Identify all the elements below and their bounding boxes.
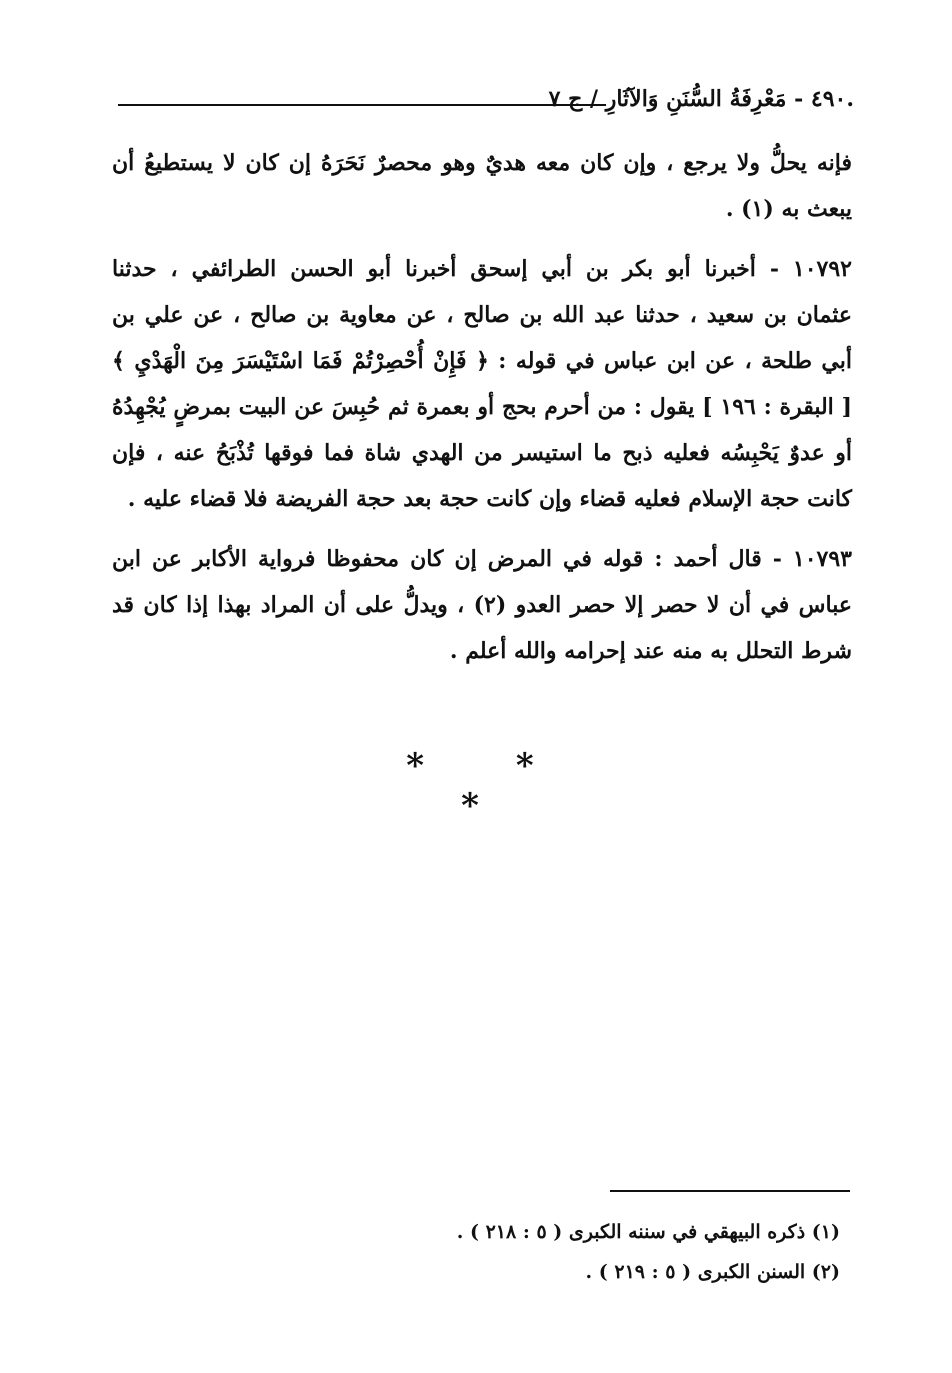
text-line: كانت حجة الإسلام فعليه قضاء وإن كانت حجة بعد حجة الفريضة فلا قضاء عليه . [127, 486, 852, 512]
footnotes [240, 1212, 840, 1292]
text-line: [ البقرة : ١٩٦ ] يقول : من أحرم بحج أو بعمرة ثم حُبِسَ عن البيت بمرضٍ يُجْهِدُهُ [112, 394, 852, 420]
paragraph-hadith-10793 [112, 536, 852, 674]
section-divider: * * * [406, 746, 574, 826]
footnote-2: (٢) السنن الكبرى ( ٥ : ٢١٩ ) . [585, 1261, 840, 1283]
header-rule [118, 104, 606, 106]
footnote-1: (١) ذكره البيهقي في سننه الكبرى ( ٥ : ٢١٨ ) . [456, 1221, 840, 1243]
text-line: شرط التحلل به منه عند إحرامه والله أعلم . [449, 638, 852, 664]
text-line: أو عدوٌ يَحْبِسُه فعليه ذبح ما استيسر من الهدي شاة فما فوقها تُذْبَحُ عنه ، فإن [112, 440, 852, 466]
text-line: يبعث به (١) . [725, 196, 852, 222]
text-line: ١٠٧٩٢ - أخبرنا أبو بكر بن أبي إسحق أخبرنا أبو الحسن الطرائفي ، حدثنا [112, 256, 852, 282]
running-head: .٤٩٠ - مَعْرِفَةُ السُّنَنِ وَالآثَارِ / ج ٧ [548, 86, 854, 112]
text-line: عباس في أن لا حصر إلا حصر العدو (٢) ، ويدلُّ على أن المراد بهذا إذا كان قد [112, 592, 852, 618]
text-line: أبي طلحة ، عن ابن عباس في قوله : ﴿ فَإِنْ أُحْصِرْتُمْ فَمَا اسْتَيْسَرَ مِنَ الْهَدْيِ ﴾ [112, 348, 852, 374]
paragraph-hadith-10792 [112, 246, 852, 522]
paragraph-continuation [112, 140, 852, 232]
text-line: فإنه يحلُّ ولا يرجع ، وإن كان معه هديٌ وهو محصرٌ نَحَرَهُ إن كان لا يستطيعُ أن [112, 150, 852, 176]
text-line: ١٠٧٩٣ - قال أحمد : قوله في المرض إن كان محفوظا فرواية الأكابر عن ابن [112, 546, 852, 572]
footnote-rule [610, 1190, 850, 1192]
text-line: عثمان بن سعيد ، حدثنا عبد الله بن صالح ، عن معاوية بن صالح ، عن علي بن [112, 302, 852, 328]
